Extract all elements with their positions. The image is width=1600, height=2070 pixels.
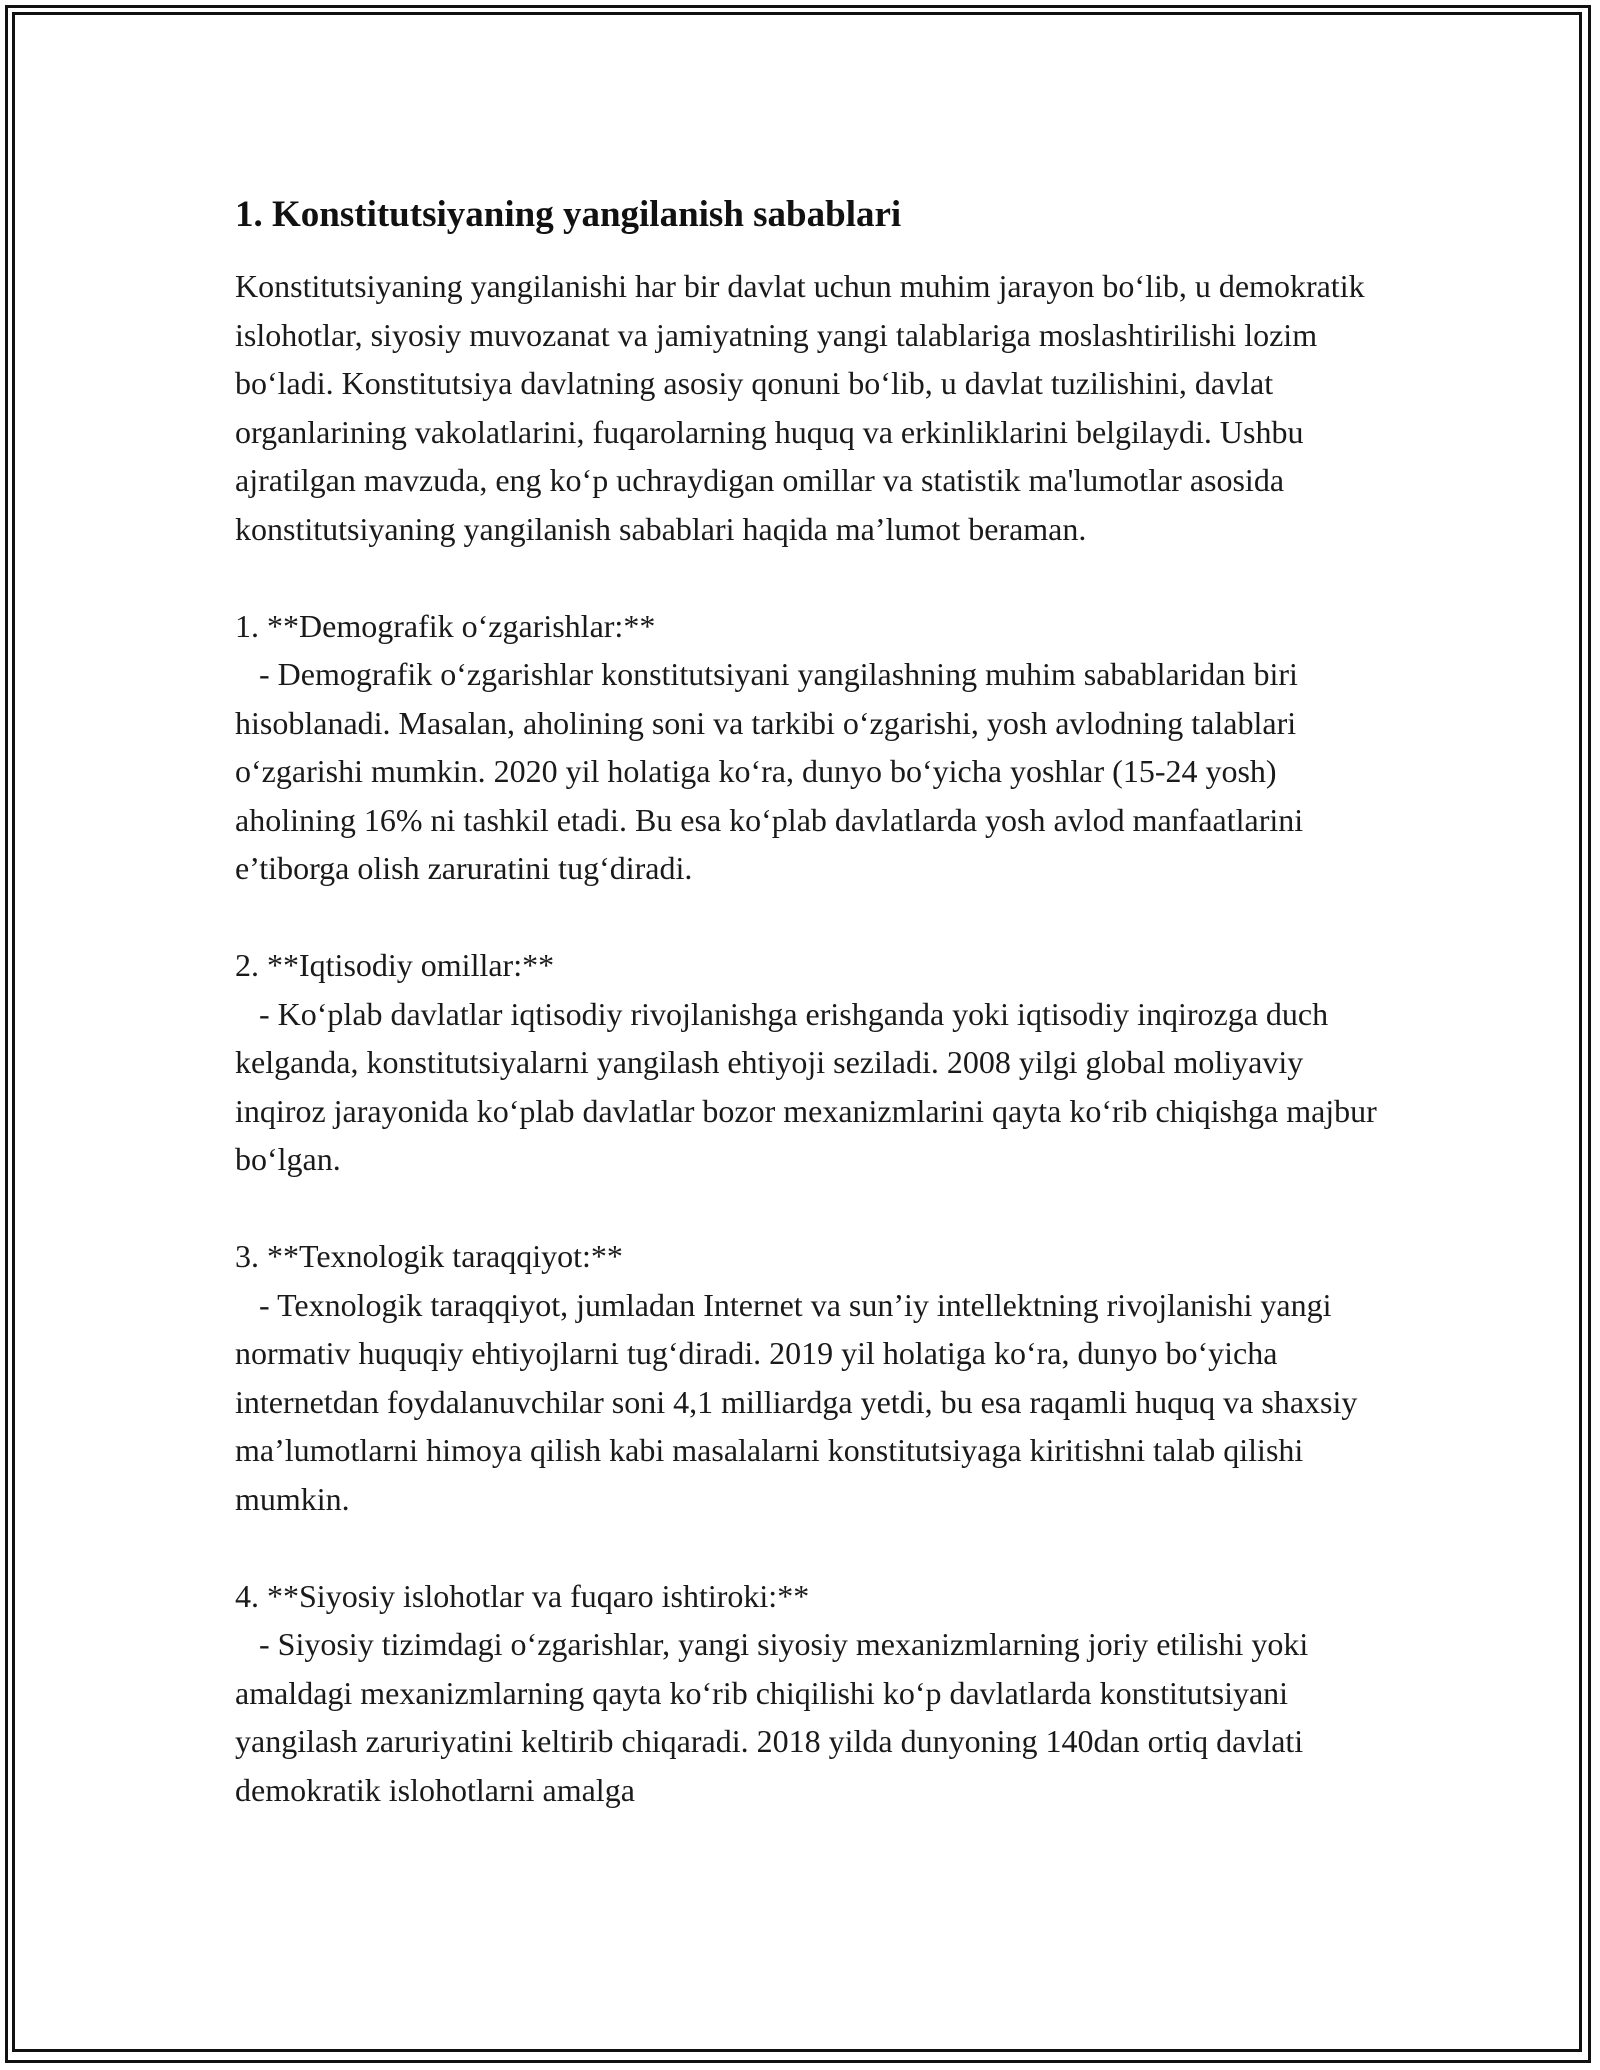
section-title: 3. **Texnologik taraqqiyot:** [235, 1238, 623, 1274]
section-body: - Ko‘plab davlatlar iqtisodiy rivojlanishga erishganda yoki iqtisodiy inqirozga duch kelganda, konstitutsiyalarni yangilash ehtiyoji seziladi. 2008 yilgi global moliyaviy inqiroz jarayonida ko‘plab davlatlar bozor mexanizmlarini qayta ko‘rib chiqishga majbur bo‘lgan. [235, 995, 1385, 1177]
page-title: 1. Konstitutsiyaning yangilanish sabablari [235, 194, 902, 235]
section-title: 1. **Demografik o‘zgarishlar:** [235, 607, 656, 644]
section-body: - Siyosiy tizimdagi o‘zgarishlar, yangi siyosiy mexanizmlarning joriy etilishi yoki amaldagi mexanizmlarning qayta ko‘rib chiqilishi ko‘p davlatlarda konstitutsiyani yangilash zaruriyatini keltirib chiqaradi. 2018 yilda dunyoning 140dan ortiq davlati demokratik islohotlarni amalga [235, 1626, 1317, 1808]
spacer [235, 1523, 1385, 1572]
spacer [235, 553, 1385, 602]
document-body [235, 190, 1385, 1814]
intro-paragraph: Konstitutsiyaning yangilanishi har bir davlat uchun muhim jarayon bo‘lib, u demokratik islohotlar, siyosiy muvozanat va jamiyatning yangi talablariga moslashtirilishi lozim bo‘ladi. Konstitutsiya davlatning asosiy qonuni bo‘lib, u davlat tuzilishini, davlat organlarining vakolatlarini, fuqarolarning huquq va erkinliklarini belgilaydi. Ushbu ajratilgan mavzuda, eng ko‘p uchraydigan omillar va statistik ma'lumotlar asosida konstitutsiyaning yangilanish sabablari haqida ma’lumot beraman. [235, 268, 1373, 547]
section-title: 2. **Iqtisodiy omillar:** [235, 947, 555, 983]
section-title: 4. **Siyosiy islohotlar va fuqaro ishtiroki:** [235, 1577, 810, 1614]
section-body: - Demografik o‘zgarishlar konstitutsiyani yangilashning muhim sabablaridan biri hisoblanadi. Masalan, aholining soni va tarkibi o‘zgarishi, yosh avlodning talablari o‘zgarishi mumkin. 2020 yil holatiga ko‘ra, dunyo bo‘yicha yoshlar (15-24 yosh) aholining 16% ni tashkil etadi. Bu esa ko‘plab davlatlarda yosh avlod manfaatlarini e’tiborga olish zaruratini tug‘diradi. [235, 656, 1312, 886]
spacer [235, 893, 1385, 942]
section-body: - Texnologik taraqqiyot, jumladan Internet va sun’iy intellektning rivojlanishi yangi normativ huquqiy ehtiyojlarni tug‘diradi. 2019 yil holatiga ko‘ra, dunyo bo‘yicha internetdan foydalanuvchilar soni 4,1 milliardga yetdi, bu esa raqamli huquq va shaxsiy ma’lumotlarni himoya qilish kabi masalalarni konstitutsiyaga kiritishni talab qilishi mumkin. [235, 1286, 1366, 1517]
spacer [235, 1184, 1385, 1233]
